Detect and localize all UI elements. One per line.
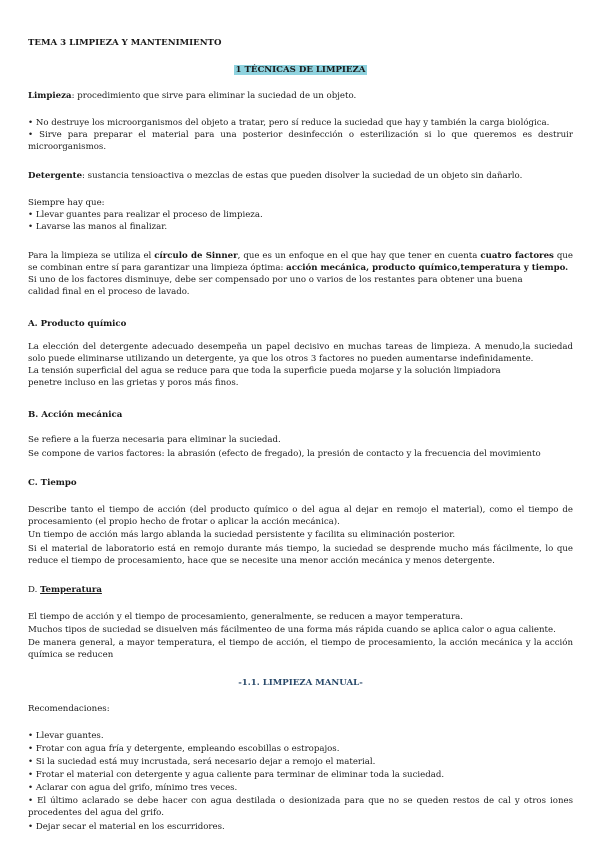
limpieza-text: : procedimiento que sirve para eliminar la suciedad de un objeto. xyxy=(71,91,357,101)
document-title: TEMA 3 LIMPIEZA Y MANTENIMIENTO xyxy=(28,38,222,48)
detergente-text: : sustancia tensioactiva o mezclas de estas que pueden disolver la suciedad de un objeto sin dañarlo. xyxy=(82,171,523,181)
sinner-paragraph xyxy=(28,250,573,274)
sinner-factors-list: acción mecánica, producto químico,temperatura y tiempo. xyxy=(286,263,569,273)
section-a-paragraph-3: penetre incluso en las grietas y poros más finos. xyxy=(28,378,239,388)
section-b-paragraph-2: Se compone de varios factores: la abrasión (efecto de fregado), la presión de contacto y la frecuencia del movimiento xyxy=(28,449,541,459)
recommendation-4: • Frotar el material con detergente y agua caliente para terminar de eliminar toda la suciedad. xyxy=(28,769,573,781)
section-c-heading: C. Tiempo xyxy=(28,478,77,488)
detergente-term: Detergente xyxy=(28,171,83,181)
sinner-four-factors: cuatro factores xyxy=(480,251,554,261)
recommendation-2: • Frotar con agua fría y detergente, empleando escobillas o estropajos. xyxy=(28,743,573,755)
sinner-line-3: calidad final en el proceso de lavado. xyxy=(28,287,190,297)
section-a-heading: A. Producto químico xyxy=(28,319,127,329)
limpieza-point-1: • No destruye los microorganismos del objeto a tratar, pero sí reduce la suciedad que hay y también la carga biológica. xyxy=(28,117,573,129)
sinner-circle-term: círculo de Sinner xyxy=(154,251,238,261)
recommendations-intro: Recomendaciones: xyxy=(28,704,110,714)
recommendation-3: • Si la suciedad está muy incrustada, será necesario dejar a remojo el material. xyxy=(28,756,573,768)
limpieza-point-2: • Sirve para preparar el material para una posterior desinfección o esterilización si lo que queremos es destruir microorganismos. xyxy=(28,129,573,153)
section-c-paragraph-1: Describe tanto el tiempo de acción (del producto químico o del agua al dejar en remojo el material), como el tiempo de procesamiento (el propio hecho de frotar o aplicar la acción mecánica). xyxy=(28,505,573,527)
section-c-paragraph-3: Si el material de laboratorio está en remojo durante más tiempo, la suciedad se desprende mucho más fácilmente, lo que reduce el tiempo de procesamiento, hace que se necesite una menor acción mecánica y menos detergente. xyxy=(28,544,573,566)
section-b-paragraph-1: Se refiere a la fuerza necesaria para eliminar la suciedad. xyxy=(28,435,281,445)
section-d-title: Temperatura xyxy=(40,585,102,595)
section-1-heading xyxy=(28,64,573,76)
section-a-paragraph-2: La tensión superficial del agua se reduce para que toda la superficie pueda mojarse y la solución limpiadora xyxy=(28,366,501,376)
recommendation-1: • Llevar guantes. xyxy=(28,730,573,742)
section-c-paragraph-2: Un tiempo de acción más largo ablanda la suciedad persistente y facilita su eliminación posterior. xyxy=(28,530,456,540)
detergente-definition xyxy=(28,170,573,182)
sinner-text-2: , que es un enfoque en el que hay que tener en cuenta xyxy=(237,251,481,261)
section-d-paragraph-1: El tiempo de acción y el tiempo de procesamiento, generalmente, se reducen a mayor temperatura. xyxy=(28,612,464,622)
siempre-point-1: • Llevar guantes para realizar el proceso de limpieza. xyxy=(28,209,573,221)
recommendation-6: • El último aclarado se debe hacer con agua destilada o desionizada para que no se queden restos de cal y otros iones procedentes del agua del grifo. xyxy=(28,795,573,819)
section-d-paragraph-2: Muchos tipos de suciedad se disuelven más fácilmenteo de una forma más rápida cuando se aplica calor o agua caliente. xyxy=(28,625,556,635)
sinner-text-3: que se combinan entre sí para garantizar una limpieza óptima: xyxy=(28,251,573,273)
sinner-text-1: Para la limpieza se utiliza el xyxy=(28,251,155,261)
section-d-prefix: D. xyxy=(28,585,41,595)
section-d-paragraph-3: De manera general, a mayor temperatura, el tiempo de acción, el tiempo de procesamiento, la acción mecánica y la acción química se reducen xyxy=(28,638,573,660)
recommendation-5: • Aclarar con agua del grifo, mínimo tres veces. xyxy=(28,782,573,794)
section-1-title: 1 TÉCNICAS DE LIMPIEZA xyxy=(235,65,366,75)
section-b-heading: B. Acción mecánica xyxy=(28,410,123,420)
siempre-point-2: • Lavarse las manos al finalizar. xyxy=(28,221,573,233)
limpieza-term: Limpieza xyxy=(28,91,72,101)
subsection-1-1-title: -1.1. LIMPIEZA MANUAL- xyxy=(238,678,363,688)
section-a-paragraph-1: La elección del detergente adecuado desempeña un papel decisivo en muchas tareas de limpieza. A menudo,la suciedad solo puede eliminarse utilizando un detergente, ya que los otros 3 factores no pueden aumentarse indefinidamente. xyxy=(28,342,573,364)
recommendation-7: • Dejar secar el material en los escurridores. xyxy=(28,821,573,833)
siempre-intro: Siempre hay que: xyxy=(28,198,105,208)
limpieza-definition xyxy=(28,90,573,102)
section-d-heading xyxy=(28,584,573,596)
sinner-line-2: Si uno de los factores disminuye, debe ser compensado por uno o varios de los restantes para obtener una buena xyxy=(28,275,523,285)
